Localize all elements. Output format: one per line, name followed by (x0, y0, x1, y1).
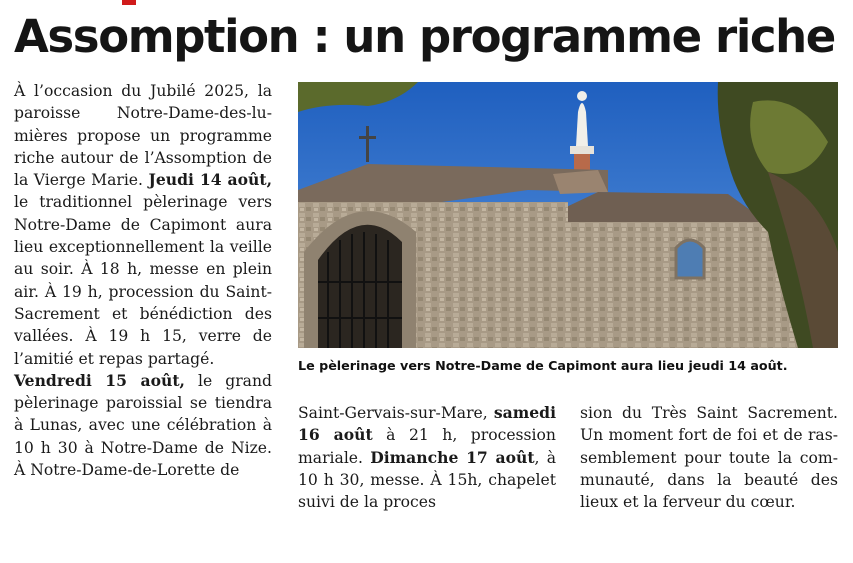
date-highlight: Jeudi 14 août, (148, 170, 272, 190)
date-highlight: Dimanche 17 août (370, 447, 535, 467)
article-paragraph-3 (298, 402, 556, 513)
article-paragraph-1 (14, 80, 272, 370)
chapel-illustration (298, 82, 838, 348)
article-paragraph-2 (14, 370, 272, 481)
section-color-mark (122, 0, 136, 5)
article-paragraph-4: sion du Très Saint Sacrement. Un moment fort de foi et de rassemblement pour toute la communauté, dans la beauté des lieux et la ferveur du cœur. (580, 404, 838, 512)
article-column-2 (298, 402, 556, 513)
section-header-strip (0, 0, 853, 6)
paragraph-text: le traditionnel pèlerinage vers Notre-Dame de Capimont aura lieu exceptionnellement la veille au soir. À 18 h, messe en plein air. À 19 h, procession du Saint-Sacrement et bénédiction des vallées. À 19 h 15, verre de l’amitié et repas partagé. (14, 193, 272, 368)
paragraph-text: le grand pèlerinage paroissial se tiendra à Lunas, avec une célébration à 10 h 30 à Notre-Dame de Nize. À Notre-Dame-de-Lorette de (14, 371, 272, 480)
paragraph-text: à 21 h, procession mariale. (298, 426, 556, 467)
article-column-3 (580, 402, 838, 513)
article-photo-chapel (298, 82, 838, 348)
date-highlight: samedi 16 août (298, 403, 556, 445)
article-column-1 (14, 80, 272, 481)
paragraph-text: , à 10 h 30, messe. À 15h, chapelet suivi de la proces (298, 448, 557, 512)
date-highlight: Vendredi 15 août, (14, 370, 185, 390)
paragraph-text: À l’occasion du Jubilé 2025, la paroisse Notre-Dame-des-lumières propose un programme riche autour de l’Assomption de la Vierge Marie. (14, 82, 272, 190)
article-headline: Assomption : un programme riche (14, 10, 835, 63)
photo-caption: Le pèlerinage vers Notre-Dame de Capimont aura lieu jeudi 14 août. (298, 358, 788, 373)
paragraph-text: Saint-Gervais-sur-Mare, (298, 404, 494, 422)
